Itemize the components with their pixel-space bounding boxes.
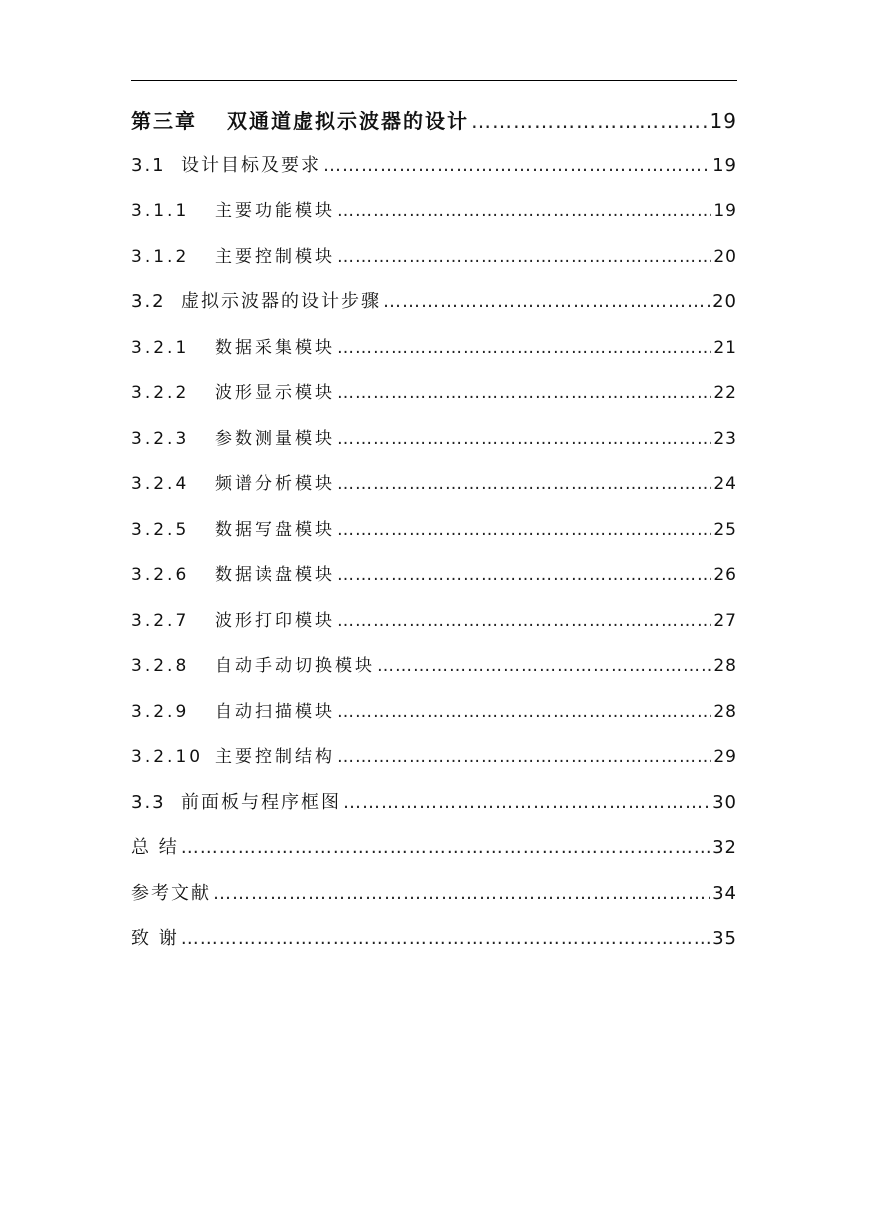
toc-entry[interactable] (131, 515, 737, 561)
toc-entry-page-number: 34 (712, 882, 737, 904)
toc-entry-page-number: 35 (712, 928, 737, 949)
toc-entry[interactable] (131, 742, 737, 788)
toc-entry[interactable] (131, 287, 737, 333)
toc-entry-page-number: 19 (713, 201, 737, 221)
toc-entry-number: 3.2.10 (131, 747, 204, 767)
toc-entry-number: 3.2.9 (131, 701, 190, 722)
toc-entry-number: 3.2.7 (131, 610, 190, 631)
toc-dot-leader (181, 928, 710, 949)
toc-entry-title: 数据写盘模块 (215, 519, 335, 540)
toc-entry-page-number: 21 (713, 337, 737, 358)
toc-entry[interactable] (131, 242, 737, 288)
toc-entry-number: 3.1.2 (131, 246, 190, 267)
toc-entry-page-number: 23 (713, 428, 737, 449)
toc-dot-leader (337, 565, 711, 585)
toc-entry-page-number: 22 (713, 383, 737, 403)
toc-entry-number: 3.3 (131, 791, 166, 813)
toc-entry[interactable] (131, 151, 737, 197)
toc-entry-title: 双通道虚拟示波器的设计 (227, 109, 469, 133)
toc-dot-leader (337, 611, 711, 631)
toc-dot-leader (337, 429, 711, 449)
toc-entry-number: 3.2 (131, 291, 166, 312)
toc-entry[interactable] (131, 378, 737, 424)
toc-entry[interactable] (131, 651, 737, 697)
toc-entry-page-number: 20 (713, 246, 737, 267)
toc-entry[interactable] (131, 606, 737, 652)
toc-dot-leader (337, 201, 711, 221)
toc-entry-number: 3.2.4 (131, 474, 190, 494)
toc-entry-title: 前面板与程序框图 (181, 791, 341, 813)
toc-entry-page-number: 27 (713, 610, 737, 631)
toc-entry-title: 主要功能模块 (215, 201, 335, 221)
toc-dot-leader (337, 474, 711, 494)
toc-entry-number: 3.2.1 (131, 337, 190, 358)
toc-dot-leader (337, 520, 711, 540)
toc-entry[interactable] (131, 333, 737, 379)
toc-entry-number: 3.1 (131, 154, 166, 176)
toc-entry[interactable] (131, 196, 737, 242)
toc-entry-page-number: 24 (713, 474, 737, 494)
toc-dot-leader (213, 883, 710, 904)
toc-entry-title: 主要控制模块 (215, 246, 335, 267)
toc-entry-number: 3.2.6 (131, 565, 190, 585)
toc-entry-number: 3.2.8 (131, 656, 190, 676)
toc-entry-title: 数据采集模块 (215, 337, 335, 358)
toc-entry-title: 频谱分析模块 (215, 474, 335, 494)
toc-entry-title: 参数测量模块 (215, 428, 335, 449)
toc-entry[interactable] (131, 424, 737, 470)
toc-dot-leader (181, 837, 710, 858)
toc-entry-number: 3.2.2 (131, 383, 190, 403)
toc-dot-leader (337, 338, 711, 358)
toc-entry-title: 总 结 (131, 837, 179, 858)
toc-entry[interactable] (131, 560, 737, 606)
toc-entry-title: 数据读盘模块 (215, 565, 335, 585)
toc-entry-title: 波形打印模块 (215, 610, 335, 631)
toc-entry-page-number: 29 (713, 747, 737, 767)
toc-entry-page-number: 26 (713, 565, 737, 585)
toc-entry-page-number: 30 (712, 791, 737, 813)
toc-entry-title: 主要控制结构 (215, 747, 335, 767)
toc-entry-title: 虚拟示波器的设计步骤 (181, 291, 381, 312)
toc-entry-number: 第三章 (131, 109, 197, 133)
table-of-contents (131, 105, 737, 970)
toc-entry-page-number: 19 (712, 154, 737, 176)
toc-entry-title: 自动扫描模块 (215, 701, 335, 722)
toc-dot-leader (337, 383, 711, 403)
toc-entry[interactable] (131, 833, 737, 879)
toc-entry-page-number: 32 (712, 837, 737, 858)
toc-dot-leader (383, 291, 710, 312)
toc-dot-leader (377, 656, 711, 676)
toc-dot-leader (337, 702, 711, 722)
toc-entry-page-number: 25 (713, 519, 737, 540)
toc-entry-title: 自动手动切换模块 (215, 656, 375, 676)
toc-entry-page-number: 19 (709, 109, 737, 133)
toc-entry-number: 3.1.1 (131, 201, 190, 221)
toc-entry-number: 3.2.3 (131, 428, 190, 449)
toc-dot-leader (337, 247, 711, 267)
toc-entry[interactable] (131, 924, 737, 970)
toc-entry[interactable] (131, 469, 737, 515)
toc-dot-leader (323, 155, 710, 176)
header-rule (131, 80, 737, 81)
toc-entry-title: 致 谢 (131, 928, 179, 949)
toc-entry[interactable] (131, 697, 737, 743)
toc-entry[interactable] (131, 879, 737, 925)
toc-dot-leader (471, 109, 708, 133)
toc-entry[interactable] (131, 105, 737, 151)
toc-dot-leader (337, 747, 711, 767)
toc-entry-number: 3.2.5 (131, 519, 190, 540)
toc-entry-title: 设计目标及要求 (181, 154, 321, 176)
toc-entry-page-number: 28 (713, 701, 737, 722)
toc-dot-leader (343, 792, 710, 813)
toc-entry-title: 波形显示模块 (215, 383, 335, 403)
toc-entry-title: 参考文献 (131, 882, 211, 904)
toc-entry-page-number: 28 (713, 656, 737, 676)
toc-entry-page-number: 20 (712, 291, 737, 312)
toc-entry[interactable] (131, 788, 737, 834)
